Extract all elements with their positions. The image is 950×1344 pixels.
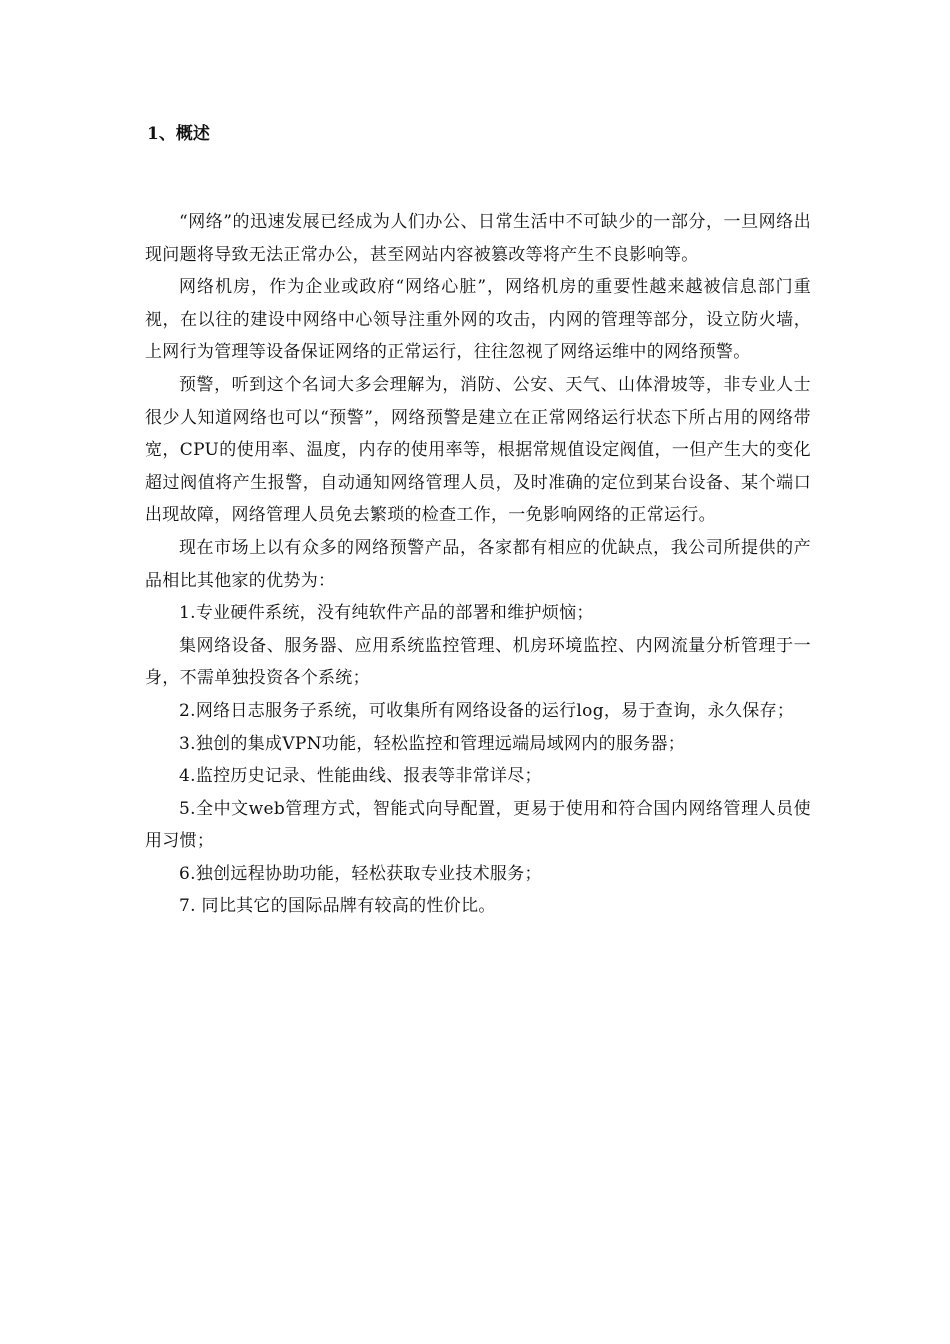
body-text	[145, 206, 811, 923]
advantage-item-1: 1.专业硬件系统，没有纯软件产品的部署和维护烦恼；	[179, 603, 594, 624]
advantage-item-1-detail: 集网络设备、服务器、应用系统监控管理、机房环境监控、内网流量分析管理于一身，不需单独投资各个系统；	[145, 635, 811, 689]
paragraph-intro: “网络”的迅速发展已经成为人们办公、日常生活中不可缺少的一部分，一旦网络出现问题将导致无法正常办公，甚至网站内容被篡改等将产生不良影响等。	[145, 212, 811, 265]
advantage-item-4: 4.监控历史记录、性能曲线、报表等非常详尽；	[179, 766, 542, 787]
paragraph-early-warning: 预警，听到这个名词大多会理解为，消防、公安、天气、山体滑坡等，非专业人士很少人知道网络也可以“预警”，网络预警是建立在正常网络运行状态下所占用的网络带宽，CPU的使用率、温度，内存的使用率等，根据常规值设定阀值，一但产生大的变化超过阀值将产生报警，自动通知网络管理人员，及时准确的定位到某台设备、某个端口出现故障，网络管理人员免去繁琐的检查工作，一免影响网络的正常运行。	[145, 374, 811, 526]
section-title: 1、概述	[147, 124, 210, 144]
advantage-item-2: 2.网络日志服务子系统，可收集所有网络设备的运行log，易于查询，永久保存；	[179, 700, 795, 721]
advantage-item-3: 3.独创的集成VPN功能，轻松监控和管理远端局域网内的服务器；	[179, 733, 686, 754]
advantage-item-6: 6.独创远程协助功能，轻松获取专业技术服务；	[179, 863, 542, 884]
paragraph-market: 现在市场上以有众多的网络预警产品，各家都有相应的优缺点，我公司所提供的产品相比其他家的优势为：	[145, 537, 811, 591]
paragraph-server-room: 网络机房，作为企业或政府“网络心脏”，网络机房的重要性越来越被信息部门重视，在以往的建设中网络中心领导注重外网的攻击，内网的管理等部分，设立防火墙，上网行为管理等设备保证网络的正常运行，往往忽视了网络运维中的网络预警。	[145, 277, 811, 363]
advantage-item-5: 5.全中文web管理方式，智能式向导配置，更易于使用和符合国内网络管理人员使用习惯；	[145, 798, 811, 852]
advantage-item-7: 7. 同比其它的国际品牌有较高的性价比。	[179, 896, 496, 917]
